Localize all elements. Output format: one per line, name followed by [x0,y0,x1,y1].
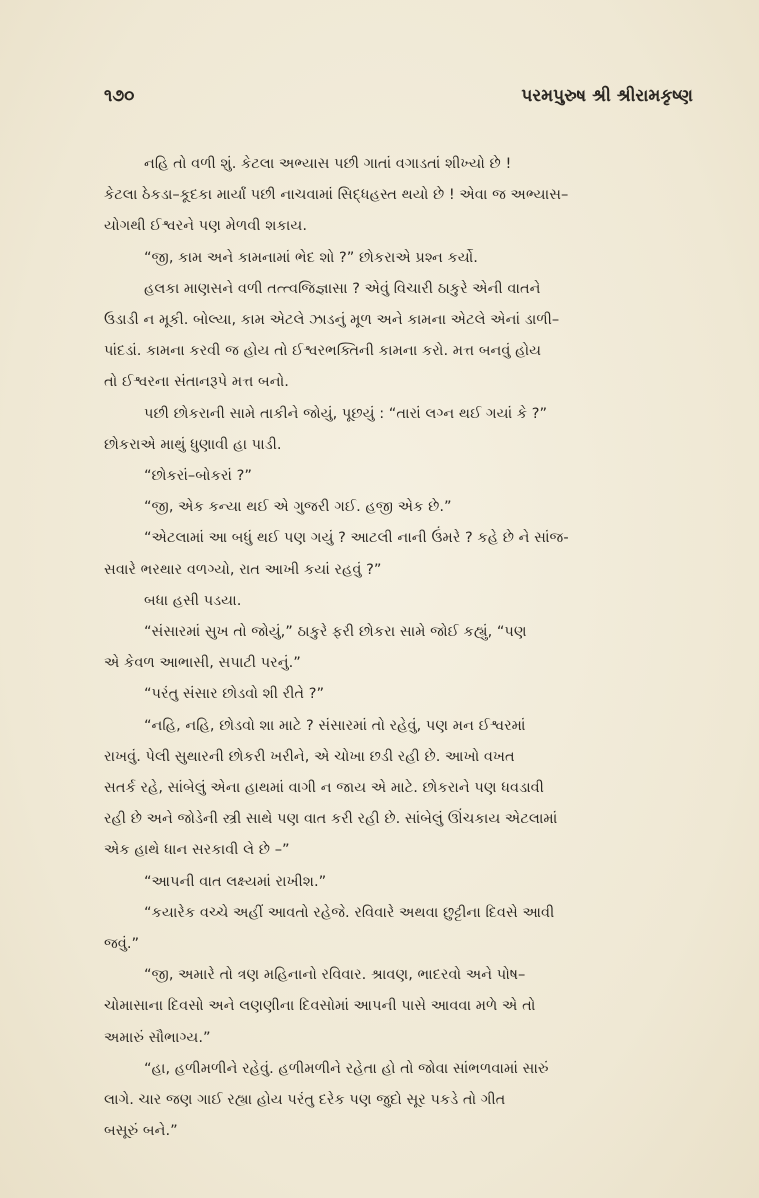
text-line: “જી, એક કન્યા થઈ એ ગુજરી ગઈ. હજી એક છે.” [144,498,452,516]
text-line: પછી છોકરાની સામે તાકીને જોયું, પૂછયું : “તારાં લગ્ન થઈ ગયાં કે ?” [144,404,548,422]
page-header [104,86,693,116]
paragraph [104,242,693,273]
text-line: “પરંતુ સંસાર છોડવો શી રીતે ?” [144,685,325,703]
text-line: નહિ તો વળી શું. કેટલા અભ્યાસ પછી ગાતાં વગાડતાં શીખ્યો છે ! [144,155,512,172]
text-line: “સંસારમાં સુખ તો જોયું,” ઠાકુરે ફરી છોકરા સામે જોઈ કહ્યું, “પણ [144,623,527,641]
paragraph [104,522,693,584]
text-line: સવારે ભરથાર વળગ્યો, રાત આખી કયાં રહવું ?” [104,560,382,578]
paragraph [104,273,693,398]
text-line: અમારું સૌભાગ્ય.” [104,1028,211,1046]
paragraph [104,678,693,709]
paragraph [104,897,693,959]
text-line: પાંદડાં. કામના કરવી જ હોય તો ઈશ્વરભક્તિની કામના કરો. મત્ત બનવું હોય [104,342,542,360]
text-line: એક હાથે ધાન સરકાવી લે છે –” [104,841,290,859]
text-line: “કયારેક વચ્ચે અહીં આવતો રહેજે. રવિવારે અથવા છુટ્ટીના દિવસે આવી [144,903,555,921]
page-number: ૧૭૦ [104,86,135,106]
text-line: તો ઈશ્વરના સંતાનરૂપે મત્ત બનો. [104,373,289,391]
text-line: છોકરાએ માથું ધુણાવી હા પાડી. [104,435,282,453]
text-line: “જી, કામ અને કામનામાં ભેદ શો ?” છોકરાએ પ્રશ્ન કર્યો. [144,248,478,266]
paragraph [104,1053,693,1147]
running-head: પરમપુરુષ શ્રી શ્રીરામકૃષ્ણ [521,86,693,106]
paragraph [104,398,693,460]
paragraph [104,460,693,491]
text-line: કેટલા ઠેકડા–કૂદકા માર્યાં પછી નાચવામાં સિદ્ધહસ્ત થયો છે ! એવા જ અભ્યાસ– [104,186,569,204]
text-line: “છોકરાં–બોકરાં ?” [144,467,252,485]
paragraph [104,959,693,1053]
text-line: એ કેવળ આભાસી, સપાટી પરનું.” [104,654,301,672]
text-line: “જી, અમારે તો ત્રણ મહિનાનો રવિવાર. શ્રાવણ, ભાદરવો અને પોષ– [144,966,526,984]
text-line: લાગે. ચાર જણ ગાઈ રહ્યા હોય પરંતુ દરેક પણ જુદો સૂર પકડે તો ગીત [104,1091,506,1109]
text-line: યોગથી ઈશ્વરને પણ મેળવી શકાય. [104,217,307,235]
text-line: ચોમાસાના દિવસો અને લણણીના દિવસોમાં આપની પાસે આવવા મળે એ તો [104,997,536,1015]
text-line: હલકા માણસને વળી તત્ત્વજિજ્ઞાસા ? એવું વિચારી ઠાકુરે એની વાતને [144,279,541,297]
paragraph [104,585,693,616]
text-line: બસૂરું બને.” [104,1122,178,1140]
paragraph [104,148,693,242]
text-line: ઉડાડી ન મૂકી. બોલ્યા, કામ એટલે ઝાડનું મૂળ અને કામના એટલે એનાં ડાળી– [104,311,560,329]
body-text [104,148,693,1147]
paragraph [104,616,693,678]
paragraph [104,491,693,522]
paragraph [104,866,693,897]
paragraph [104,710,693,866]
text-line: રહી છે અને જોડેની સ્ત્રી સાથે પણ વાત કરી રહી છે. સાંબેલું ઊંચકાય એટલામાં [104,810,558,828]
text-line: જવું.” [104,935,140,953]
text-line: બધા હસી પડયા. [144,591,242,609]
text-line: “હા, હળીમળીને રહેવું. હળીમળીને રહેતા હો તો જોવા સાંભળવામાં સારું [144,1059,549,1077]
text-line: સતર્ક રહે, સાંબેલું એના હાથમાં વાગી ન જાય એ માટે. છોકરાને પણ ધવડાવી [104,779,544,797]
text-line: “એટલામાં આ બધું થઈ પણ ગયું ? આટલી નાની ઉંમરે ? કહે છે ને સાંજ- [144,529,569,547]
text-line: “નહિ, નહિ, છોડવો શા માટે ? સંસારમાં તો રહેવું, પણ મન ઈશ્વરમાં [144,716,526,734]
text-line: “આપની વાત લક્ષ્યમાં રાખીશ.” [144,872,327,890]
text-line: રાખવું. પેલી સુથારની છોકરી ખરીને, એ ચોખા છડી રહી છે. આખો વખત [104,747,515,765]
